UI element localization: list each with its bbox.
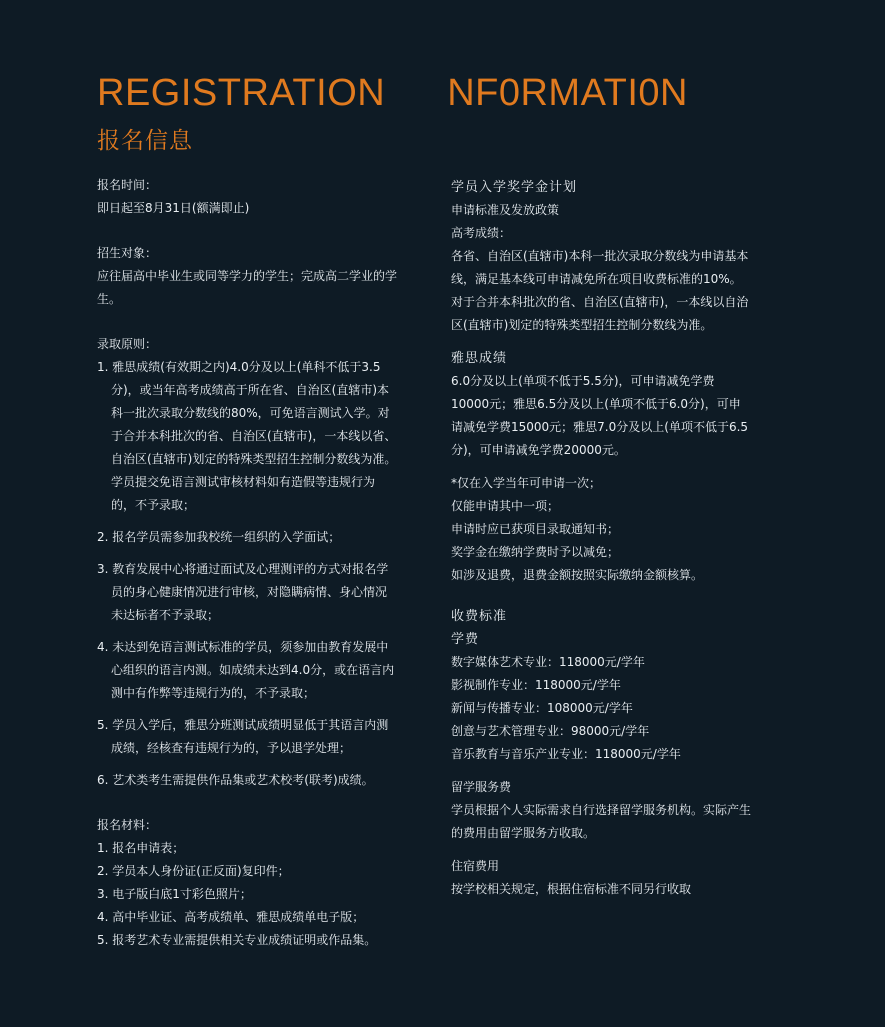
materials-label: 报名材料： [97, 818, 158, 832]
scholarship-note: 申请时应已获项目录取通知书； [451, 522, 620, 536]
principle-item: 3. 教育发展中心将通过面试及心理测评的方式对报名学员的身心健康情况进行审核，对隐瞒病情、身心情况未达标者不予录取； [97, 562, 389, 622]
tuition-item: 影视制作专业：118000元/学年 [451, 678, 621, 692]
housing-fee-label: 住宿费用 [451, 859, 500, 873]
gaokao-text: 各省、自治区(直辖市)本科一批次录取分数线为申请基本线，满足基本线可申请减免所在项目收费标准的10%。对于合并本科批次的省、自治区(直辖市)，一本线以自治区(直辖市)划定的特殊类型招生控制分数线为准。 [451, 249, 749, 332]
gaokao-label: 高考成绩： [451, 226, 512, 240]
material-item: 5. 报考艺术专业需提供相关专业成绩证明或作品集。 [97, 933, 377, 947]
scholarship-note: 仅能申请其中一项； [451, 499, 560, 513]
scholarship-note: 如涉及退费，退费金额按照实际缴纳金额核算。 [451, 568, 704, 582]
fees-heading: 收费标准 [451, 609, 508, 624]
scholarship-heading: 学员入学奖学金计划 [451, 180, 578, 195]
scholarship-note: 奖学金在缴纳学费时予以减免； [451, 545, 620, 559]
material-item: 3. 电子版白底1寸彩色照片； [97, 887, 252, 901]
scholarship-subheading: 申请标准及发放政策 [451, 203, 560, 217]
tuition-item: 数字媒体艺术专业：118000元/学年 [451, 655, 645, 669]
housing-fee-text: 按学校相关规定，根据住宿标准不同另行收取 [451, 882, 692, 896]
principle-item: 5. 学员入学后，雅思分班测试成绩明显低于其语言内测成绩，经核查有违规行为的，予以退学处理； [97, 718, 389, 755]
registration-time-label: 报名时间： [97, 178, 158, 192]
title-part-information: NF0RMATI0N [447, 72, 688, 114]
registration-time-value: 即日起至8月31日(额满即止) [97, 201, 250, 215]
principle-item: 2. 报名学员需参加我校统一组织的入学面试； [97, 530, 341, 544]
principle-item: 1. 雅思成绩(有效期之内)4.0分及以上(单科不低于3.5分)，或当年高考成绩高于所在省、自治区(直辖市)本科一批次录取分数线的80%，可免语言测试入学。对于合并本科批次的省、自治区(直辖市)，一本线以省、自治区(直辖市)划定的特殊类型招生控制分数线为准。学员提交免语言测试审核材料如有造假等违规行为的，不予录取； [97, 360, 397, 512]
principle-item: 6. 艺术类考生需提供作品集或艺术校考(联考)成绩。 [97, 773, 374, 787]
target-label: 招生对象： [97, 246, 158, 260]
tuition-item: 创意与艺术管理专业：98000元/学年 [451, 724, 650, 738]
target-value: 应往届高中毕业生或同等学力的学生；完成高二学业的学生。 [97, 269, 398, 306]
right-column [451, 176, 751, 901]
material-item: 2. 学员本人身份证(正反面)复印件； [97, 864, 290, 878]
tuition-label: 学费 [451, 632, 480, 647]
ielts-label: 雅思成绩 [451, 351, 508, 366]
scholarship-note: *仅在入学当年可申请一次； [451, 476, 602, 490]
principle-item: 4. 未达到免语言测试标准的学员，须参加由教育发展中心组织的语言内测。如成绩未达到4.0分，或在语言内测中有作弊等违规行为的，不予录取； [97, 640, 395, 700]
service-fee-label: 留学服务费 [451, 780, 512, 794]
page-subtitle: 报名信息 [97, 128, 193, 154]
tuition-item: 音乐教育与音乐产业专业：118000元/学年 [451, 747, 681, 761]
page-title [97, 72, 688, 115]
tuition-item: 新闻与传播专业：108000元/学年 [451, 701, 633, 715]
ielts-text: 6.0分及以上(单项不低于5.5分)，可申请减免学费10000元；雅思6.5分及以上(单项不低于6.0分)，可申请减免学费15000元；雅思7.0分及以上(单项不低于6.5分)，可申请减免学费20000元。 [451, 374, 749, 457]
title-part-registration: REGISTRATION [97, 72, 386, 114]
principles-label: 录取原则： [97, 337, 158, 351]
material-item: 1. 报名申请表； [97, 841, 185, 855]
material-item: 4. 高中毕业证、高考成绩单、雅思成绩单电子版； [97, 910, 365, 924]
left-column [97, 174, 397, 952]
service-fee-text: 学员根据个人实际需求自行选择留学服务机构。实际产生的费用由留学服务方收取。 [451, 803, 752, 840]
